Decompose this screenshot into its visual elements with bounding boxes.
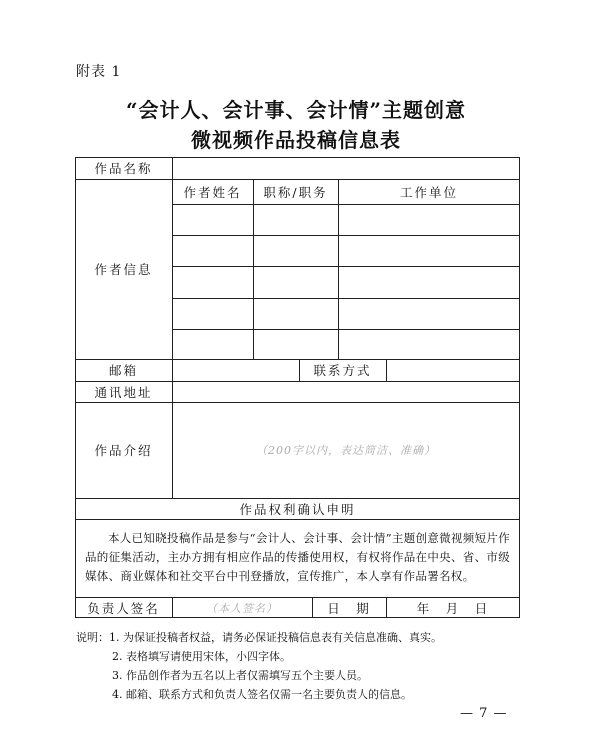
page-number: — 7 — [460, 706, 508, 721]
work-intro-label: 作品介绍 [94, 443, 153, 458]
submission-form-table [75, 157, 520, 618]
column-divider [172, 359, 173, 381]
contact-label: 联系方式 [313, 363, 372, 378]
email-label: 邮箱 [108, 363, 138, 378]
row-divider [172, 204, 520, 205]
column-divider [386, 359, 387, 381]
row-divider [172, 266, 520, 267]
column-divider [253, 179, 254, 359]
row-divider [172, 298, 520, 299]
signer-hint: （本人签名） [206, 601, 278, 615]
row-divider [75, 519, 520, 520]
work-unit-column-header: 工作单位 [399, 184, 458, 200]
form-title-line-2: 微视频作品投稿信息表 [191, 128, 401, 152]
column-divider [172, 381, 173, 402]
notes-prefix: 说明： [76, 631, 109, 644]
note-item: 3. 作品创作者为五名以上者仅需填写五个主要人员。 [112, 669, 368, 682]
work-name-label: 作品名称 [94, 161, 153, 176]
column-divider [172, 179, 173, 359]
notes-section [76, 628, 442, 704]
column-divider [338, 179, 339, 359]
title-position-column-header: 职称/职务 [263, 184, 328, 200]
note-item: 4. 邮箱、联系方式和负责人签名仅需一名主要负责人的信息。 [112, 688, 412, 701]
column-divider [172, 157, 173, 179]
note-item: 2. 表格填写请使用宋体，小四字体。 [112, 650, 291, 663]
author-name-column-header: 作者姓名 [183, 184, 242, 200]
form-title-line-1: “会计人、会计事、会计情”主题创意 [125, 98, 466, 122]
date-label: 日 期 [327, 600, 371, 616]
address-label: 通讯地址 [94, 384, 153, 400]
row-divider [172, 235, 520, 236]
signer-label: 负责人签名 [87, 600, 160, 616]
date-value: 年 月 日 [416, 600, 490, 616]
row-divider [172, 329, 520, 330]
rights-statement: 本人已知晓投稿作品是参与“会计人、会计事、会计情”主题创意微视频短片作品的征集活动，主办方拥有相应作品的传播使用权，有权将作品在中央、省、市级媒体、商业媒体和社交平台中刊登播放，宣传推广，本人享有作品署名权。 [85, 531, 510, 583]
work-intro-hint: （200字以内，表达简洁、准确） [256, 444, 436, 457]
author-info-label: 作者信息 [94, 262, 153, 277]
attachment-label: 附表 1 [76, 64, 122, 80]
note-item: 1. 为保证投稿者权益，请务必保证投稿信息表有关信息准确、真实。 [109, 631, 442, 644]
rights-heading: 作品权利确认申明 [239, 501, 356, 517]
